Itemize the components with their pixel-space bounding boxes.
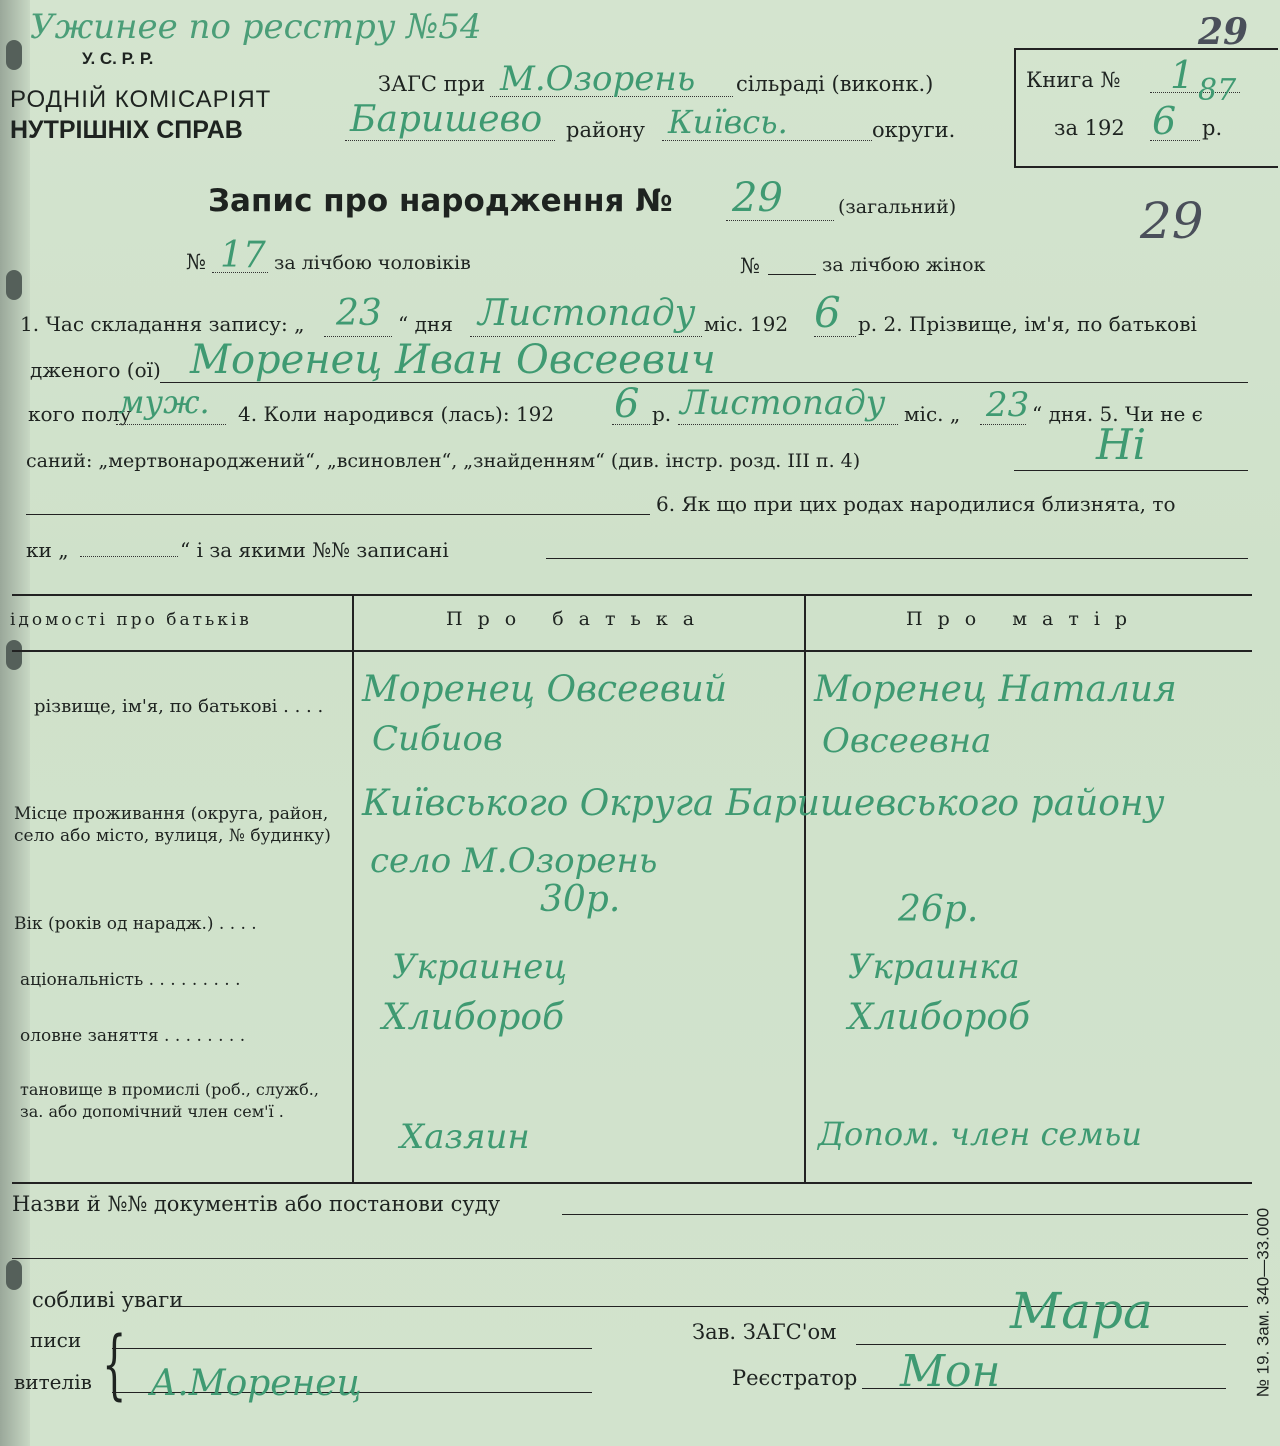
notes-label: собливі уваги: [32, 1288, 184, 1312]
stillborn-question: “ дня. 5. Чи не є: [1032, 402, 1203, 426]
ministry-line2: НУТРІШНІХ СПРАВ: [10, 116, 243, 144]
mother-position: Допом. член семьи: [818, 1115, 1142, 1153]
row-position-label1: тановище в промислі (роб., служб.,: [20, 1080, 319, 1099]
twins-numbers-label: “ і за якими №№ записані: [180, 538, 449, 562]
women-label: за лічбою жінок: [822, 254, 986, 276]
mother-name1: Моренец Наталия: [814, 669, 1177, 710]
binding-hole: [6, 40, 22, 70]
birth-date-label: 4. Коли народився (лась): 192: [238, 402, 555, 426]
okrug-label: округи.: [872, 118, 956, 142]
residence-line1: Київського Округа Баришевського району: [362, 783, 1165, 824]
father-name2: Сибиов: [372, 719, 503, 759]
binding-edge: [0, 0, 30, 1446]
head-signature: Мара: [1010, 1282, 1153, 1340]
col-father-header: Про батька: [446, 608, 710, 630]
book-year-suffix: р.: [1202, 116, 1223, 140]
signatures-label2: вителів: [14, 1370, 92, 1394]
birth-month-value: Листопаду: [680, 383, 886, 423]
table-bottom-border: [12, 1182, 1252, 1184]
dotted-line: [678, 424, 898, 425]
raion-label: району: [566, 118, 645, 142]
row-position-label2: за. або допомічний член сем'ї .: [20, 1102, 284, 1121]
father-name1: Моренец Овсеевий: [362, 669, 728, 710]
birth-year-suffix: р.: [652, 402, 672, 426]
head-label: Зав. ЗАГС'ом: [692, 1320, 837, 1344]
birth-year-value: 6: [614, 381, 640, 427]
declarant-signature: А.Моренец: [150, 1363, 362, 1404]
zags-value: М.Озорень: [500, 59, 696, 99]
book-box: [1014, 48, 1278, 168]
month-label: міс. 192: [704, 312, 789, 336]
binding-hole: [6, 1260, 22, 1290]
silrada-label: сільраді (виконк.): [736, 72, 934, 96]
dotted-line: [116, 424, 226, 425]
signatures-brace: {: [102, 1319, 127, 1408]
book-label: Книга №: [1026, 68, 1121, 92]
twins-label: 6. Як що при цих родах народилися близнята, то: [656, 492, 1176, 516]
dotted-line: [80, 556, 178, 557]
archive-note: Ужинее по ресстру №54: [30, 7, 482, 47]
book-value: 1: [1170, 53, 1195, 97]
birth-month-label: міс. „: [904, 402, 961, 426]
father-nationality: Украинец: [392, 947, 568, 987]
ussr-label: У. С. Р. Р.: [82, 49, 154, 68]
birth-day-value: 23: [986, 385, 1030, 425]
time-label: 1. Час складання запису: „: [20, 312, 305, 336]
underline: [1014, 470, 1248, 471]
zags-label: ЗАГС при: [378, 72, 486, 96]
men-value: 17: [220, 235, 266, 276]
residence-line2: село М.Озорень: [370, 841, 658, 881]
men-label: за лічбою чоловіків: [274, 252, 471, 274]
underline: [26, 514, 650, 515]
underline: [562, 1214, 1248, 1215]
sex-label: кого полу: [28, 402, 132, 426]
page-number: 29: [1198, 11, 1249, 53]
stillborn-label: саний: „мертвонароджений“, „всиновлен“, „знайденням“ (див. інстр. розд. III п. 4): [26, 450, 861, 472]
row-name-label: різвище, ім'я, по батькові . . . .: [34, 696, 324, 717]
row-residence-label1: Місце проживання (округа, район,: [14, 804, 329, 824]
stillborn-value: Ні: [1096, 420, 1147, 469]
underline: [546, 558, 1248, 559]
mother-age: 26р.: [898, 889, 979, 930]
mother-name2: Овсеевна: [822, 721, 992, 761]
father-occupation: Хлибороб: [382, 997, 565, 1038]
father-age: 30р.: [540, 879, 621, 920]
documents-label: Назви й №№ документів або постанови суду: [12, 1192, 501, 1216]
underline: [12, 1258, 1248, 1259]
col-labels-header: ідомості про батьків: [10, 610, 252, 630]
book-year-prefix: за 192: [1054, 116, 1125, 140]
underline: [856, 1344, 1226, 1345]
row-nationality-label: аціональність . . . . . . . . .: [20, 970, 241, 990]
sex-value: муж.: [118, 383, 210, 421]
signatures-label1: писи: [30, 1328, 82, 1352]
table-divider: [804, 594, 806, 1182]
day-label: “ дня: [398, 312, 453, 336]
men-prefix: №: [186, 250, 206, 274]
surname-label: р. 2. Прізвище, ім'я, по батькові: [858, 312, 1197, 336]
dotted-line: [345, 140, 555, 141]
table-divider: [352, 594, 354, 1182]
mother-occupation: Хлибороб: [848, 997, 1031, 1038]
born-label: дженого (ої): [30, 358, 161, 382]
father-position: Хазяин: [400, 1117, 530, 1157]
row-occupation-label: оловне заняття . . . . . . . .: [20, 1026, 246, 1046]
record-title: Запис про народження №: [208, 183, 673, 219]
book-extra: 87: [1198, 73, 1237, 108]
twins-which-label: ки „: [26, 538, 69, 562]
month-value: Листопаду: [478, 293, 696, 334]
row-age-label: Вік (років од нарадж.) . . . .: [14, 914, 257, 934]
raion-value: Баришево: [350, 99, 543, 140]
child-name-value: Моренец Иван Овсеевич: [190, 337, 716, 383]
women-prefix: №: [740, 254, 760, 278]
row-residence-label2: село або місто, вулиця, № будинку): [14, 826, 331, 846]
year-value: 6: [814, 288, 841, 337]
registrar-label: Реєстратор: [732, 1366, 858, 1390]
margin-number: 29: [1140, 192, 1204, 250]
col-mother-header: Про матір: [906, 608, 1143, 630]
book-year-value: 6: [1152, 99, 1177, 143]
mother-nationality: Украинка: [848, 947, 1020, 987]
binding-hole: [6, 640, 22, 670]
day-value: 23: [336, 293, 382, 334]
table-top-border: [12, 594, 1252, 596]
ministry-line1: РОДНІЙ КОМІСАРІЯТ: [10, 86, 272, 113]
record-number: 29: [732, 175, 783, 221]
table-header-border: [12, 650, 1252, 652]
underline: [112, 1348, 592, 1349]
binding-hole: [6, 270, 22, 300]
women-value-line: [768, 274, 816, 275]
registrar-signature: Мон: [900, 1346, 1001, 1397]
okrug-value: Київсь.: [668, 103, 788, 141]
print-code: № 19. Зам. 340—33.000: [1253, 1207, 1273, 1398]
general-label: (загальний): [838, 196, 957, 218]
